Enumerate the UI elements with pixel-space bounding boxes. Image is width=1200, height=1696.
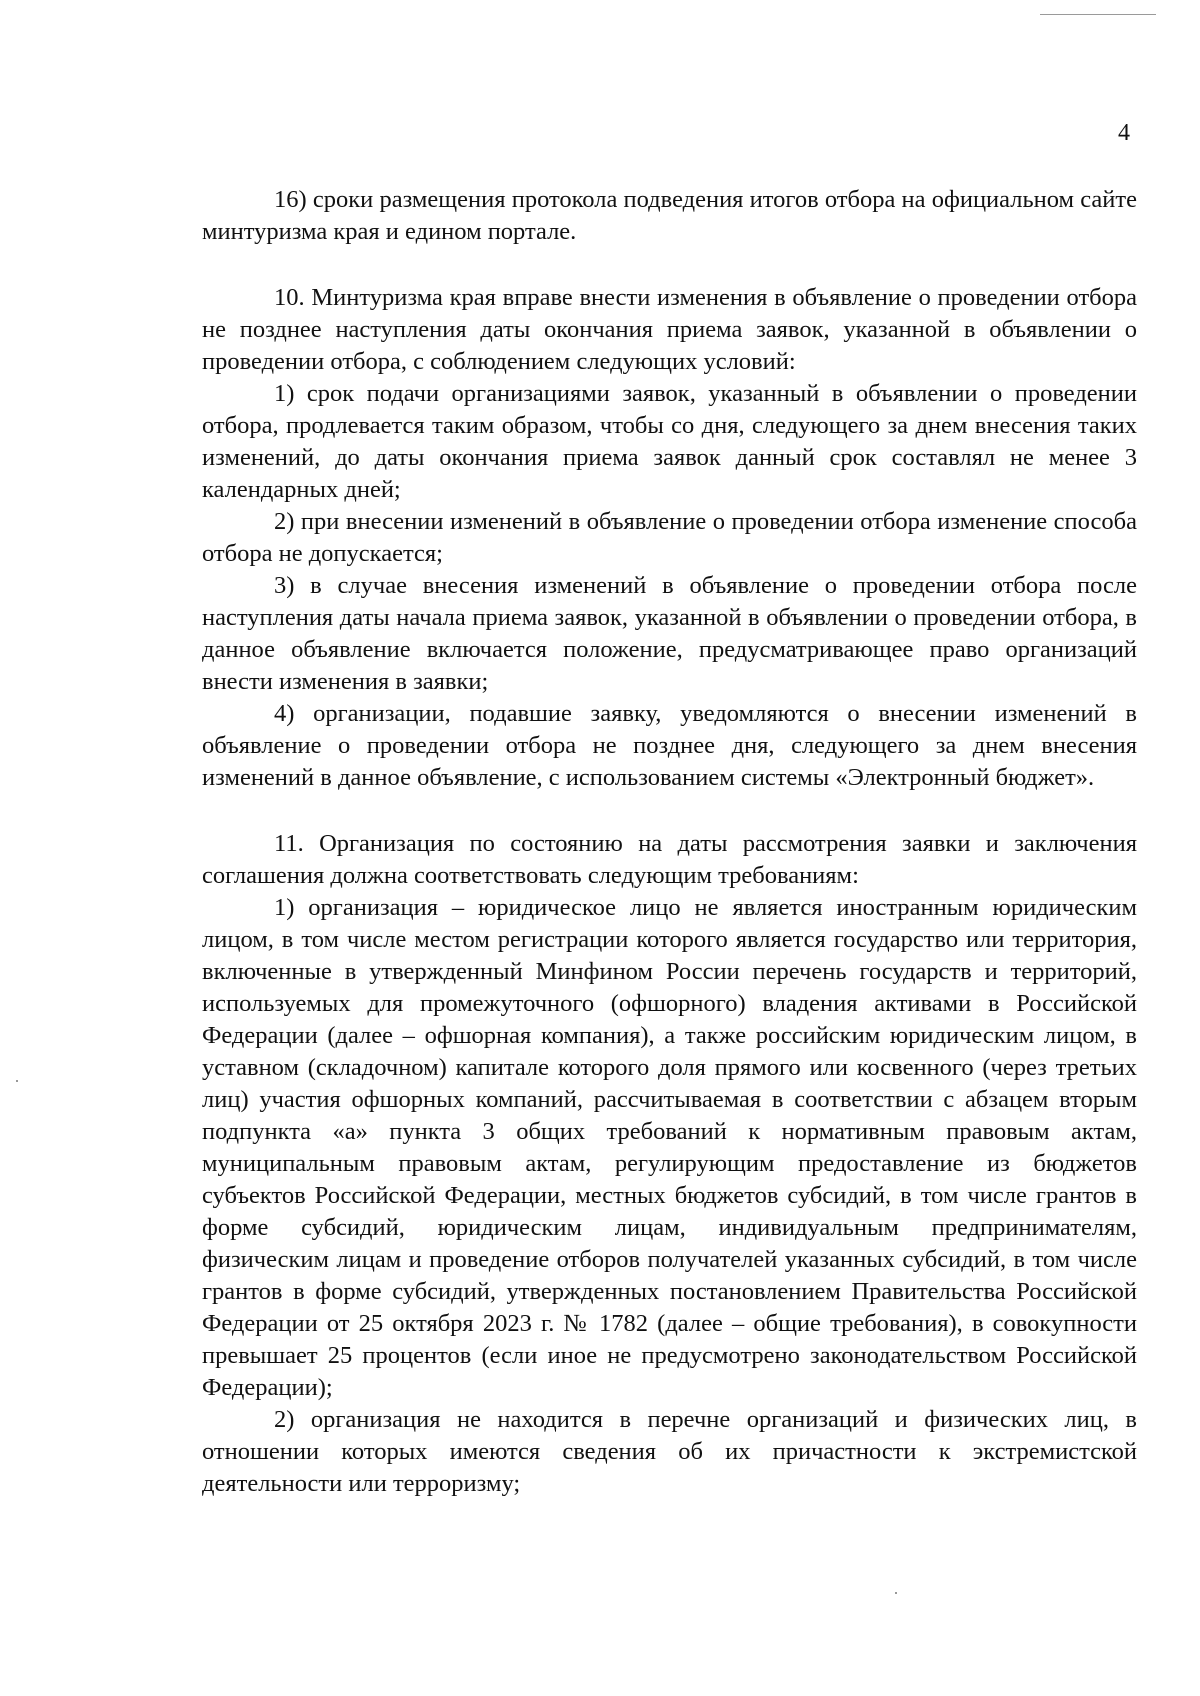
paragraph: 2) организация не находится в перечне организаций и физических лиц, в отношении которых имеются сведения об их причастности к экстремистской деятельности или терроризму; [202, 1406, 1137, 1497]
paragraph-gap [202, 794, 1137, 828]
scan-artifact-line [1040, 14, 1156, 15]
paragraph: 10. Минтуризма края вправе внести изменения в объявление о проведении отбора не позднее наступления даты окончания приема заявок, указанной в объявлении о проведении отбора, с соблюдением следующих условий: [202, 284, 1137, 375]
paragraph: 2) при внесении изменений в объявление о проведении отбора изменение способа отбора не допускается; [202, 508, 1137, 567]
paragraph: 4) организации, подавшие заявку, уведомляются о внесении изменений в объявление о проведении отбора не позднее дня, следующего за днем внесения изменений в данное объявление, с использованием системы «Электронный бюджет». [202, 700, 1137, 791]
paragraph: 1) организация – юридическое лицо не является иностранным юридическим лицом, в том числе местом регистрации которого является государство или территория, включенные в утвержденный Минфином России перечень государств и территорий, используемых для промежуточного (офшорного) владения активами в Российской Федерации (далее – офшорная компания), а также российским юридическим лицом, в уставном (складочном) капитале которого доля прямого или косвенного (через третьих лиц) участия офшорных компаний, рассчитываемая в соответствии с абзацем вторым подпункта «а» пункта 3 общих требований к нормативным правовым актам, муниципальным правовым актам, регулирующим предоставление из бюджетов субъектов Российской Федерации, местных бюджетов субсидий, в том числе грантов в форме субсидий, юридическим лицам, индивидуальным предпринимателям, физическим лицам и проведение отборов получателей указанных субсидий, в том числе грантов в форме субсидий, утвержденных постановлением Правительства Российской Федерации от 25 октября 2023 г. № 1782 (далее – общие требования), в совокупности превышает 25 процентов (если иное не предусмотрено законодательством Российской Федерации); [202, 894, 1137, 1401]
page-number: 4 [1118, 120, 1130, 146]
paragraph: 11. Организация по состоянию на даты рассмотрения заявки и заключения соглашения должна соответствовать следующим требованиям: [202, 830, 1137, 889]
paragraph-gap [202, 248, 1137, 282]
paragraph: 16) сроки размещения протокола подведения итогов отбора на официальном сайте минтуризма края и едином портале. [202, 186, 1137, 245]
paragraph: 3) в случае внесения изменений в объявление о проведении отбора после наступления даты начала приема заявок, указанной в объявлении о проведении отбора, в данное объявление включается положение, предусматривающее право организаций внести изменения в заявки; [202, 572, 1137, 695]
scan-artifact-dot [895, 1592, 897, 1594]
scan-artifact-dot [16, 1080, 18, 1082]
document-body [202, 184, 1137, 1500]
paragraph: 1) срок подачи организациями заявок, указанный в объявлении о проведении отбора, продлевается таким образом, чтобы со дня, следующего за днем внесения таких изменений, до даты окончания приема заявок данный срок составлял не менее 3 календарных дней; [202, 380, 1137, 503]
